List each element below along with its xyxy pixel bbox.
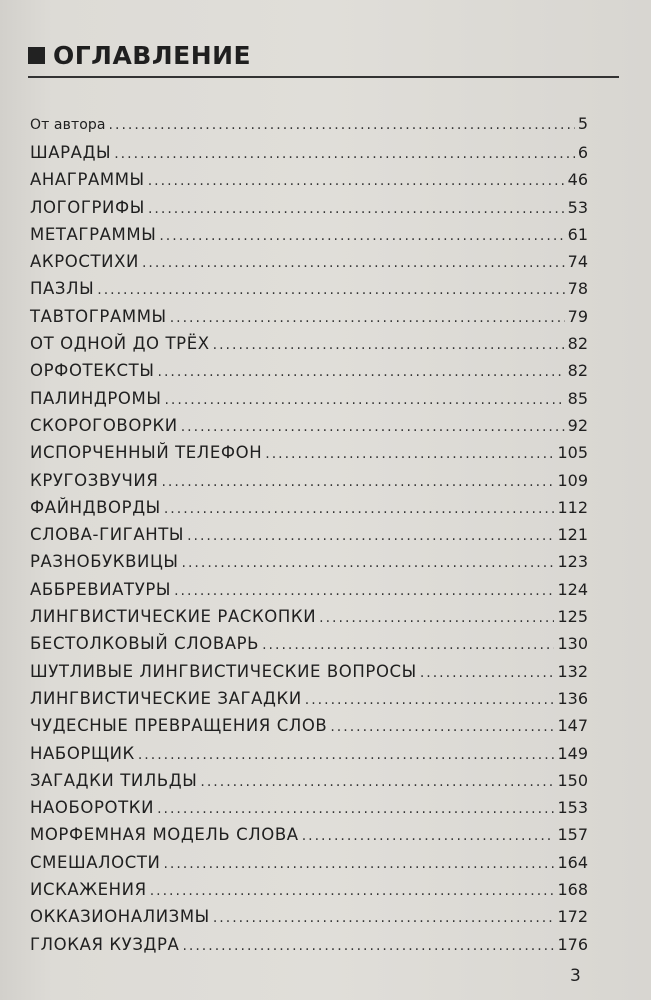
dot-leader: [148, 173, 565, 189]
toc-entry-title: ИСПОРЧЕННЫЙ ТЕЛЕФОН: [30, 443, 263, 463]
toc-entry: [30, 334, 588, 361]
toc-entry-title: ЛОГОГРИФЫ: [30, 197, 145, 217]
toc-entry: [30, 279, 588, 306]
toc-entry-page: 105: [557, 443, 588, 463]
toc-entry-page: 136: [557, 688, 588, 708]
toc-entry-page: 46: [567, 170, 588, 190]
toc-header: [28, 38, 618, 72]
toc-entry-title: АББРЕВИАТУРЫ: [30, 579, 172, 599]
toc-entry-title: ОТ ОДНОЙ ДО ТРЁХ: [30, 334, 210, 354]
dot-leader: [200, 774, 554, 790]
toc-entry-title: НАОБОРОТКИ: [30, 798, 155, 818]
toc-entry: [30, 716, 588, 743]
toc-entry: [30, 552, 588, 579]
toc-entry-title: КРУГОЗВУЧИЯ: [30, 470, 159, 490]
toc-entry-title: МЕТАГРАММЫ: [30, 224, 157, 244]
dot-leader: [157, 801, 554, 817]
toc-entry-title: ОРФОТЕКСТЫ: [30, 361, 155, 381]
toc-entry: [30, 198, 588, 225]
dot-leader: [182, 555, 555, 571]
toc-entry: [30, 170, 588, 197]
toc-entry-page: 82: [567, 334, 588, 354]
toc-entry-page: 74: [567, 252, 588, 272]
toc-entry-title: НАБОРЩИК: [30, 743, 135, 763]
toc-entry-page: 130: [557, 634, 588, 654]
dot-leader: [97, 282, 564, 298]
toc-entry-page: 5: [577, 114, 588, 133]
toc-entry-page: 82: [567, 361, 588, 381]
toc-entry-page: 61: [567, 224, 588, 244]
toc-entry-page: 121: [557, 525, 588, 545]
toc-entry-page: 6: [577, 143, 588, 162]
toc-entry-title: ИСКАЖЕНИЯ: [30, 880, 147, 900]
dot-leader: [159, 228, 564, 244]
toc-entry: [30, 634, 588, 661]
toc-entry: [30, 771, 588, 798]
dot-leader: [265, 446, 554, 462]
toc-entry: [30, 252, 588, 279]
toc-entry-title: ПАЗЛЫ: [30, 279, 95, 299]
page-title: ОГЛАВЛЕНИЕ: [53, 40, 252, 70]
dot-leader: [420, 665, 555, 681]
dot-leader: [148, 201, 565, 217]
toc-entry: [30, 907, 588, 934]
toc-entry: [30, 689, 588, 716]
header-rule: [28, 76, 619, 78]
dot-leader: [161, 474, 554, 490]
toc-entry-title: СЛОВА-ГИГАНТЫ: [30, 525, 185, 545]
toc-entry-title: ФАЙНДВОРДЫ: [30, 497, 161, 517]
dot-leader: [187, 528, 554, 544]
dot-leader: [182, 938, 554, 954]
dot-leader: [330, 719, 554, 735]
dot-leader: [138, 747, 555, 763]
toc-entry-title: АКРОСТИХИ: [30, 252, 139, 272]
toc-entry-page: 79: [567, 306, 588, 326]
toc-entry-page: 92: [567, 415, 588, 435]
dot-leader: [262, 637, 554, 653]
toc-entry-page: 150: [557, 770, 588, 790]
dot-leader: [305, 692, 555, 708]
toc-entry-title: БЕСТОЛКОВЫЙ СЛОВАРЬ: [30, 634, 260, 654]
toc-entry-title: ЛИНГВИСТИЧЕСКИЕ ЗАГАДКИ: [30, 688, 302, 708]
toc-entry-title: ЧУДЕСНЫЕ ПРЕВРАЩЕНИЯ СЛОВ: [30, 716, 328, 736]
dot-leader: [181, 419, 565, 435]
toc-entry: [30, 662, 588, 689]
toc-entry-page: 109: [557, 470, 588, 490]
toc-entry-page: 78: [567, 279, 588, 299]
toc-entry-title: СМЕШАЛОСТИ: [30, 852, 161, 872]
dot-leader: [158, 364, 565, 380]
toc-entry: [30, 935, 588, 962]
toc-entry-page: 172: [557, 907, 588, 927]
toc-entry-title: ПАЛИНДРОМЫ: [30, 388, 162, 408]
toc-entry: [30, 143, 588, 170]
toc-entry: [30, 416, 588, 443]
toc-entry: [30, 225, 588, 252]
toc-entry-title: МОРФЕМНАЯ МОДЕЛЬ СЛОВА: [30, 825, 299, 845]
toc-entry: [30, 607, 588, 634]
dot-leader: [213, 910, 555, 926]
dot-leader: [319, 610, 554, 626]
dot-leader: [163, 856, 554, 872]
toc-entry: [30, 361, 588, 388]
toc-entry-page: 123: [557, 552, 588, 572]
dot-leader: [302, 828, 555, 844]
page-number: 3: [570, 966, 581, 986]
dot-leader: [174, 583, 554, 599]
dot-leader: [114, 146, 575, 162]
table-of-contents: [30, 114, 588, 962]
toc-entry: [30, 443, 588, 470]
toc-entry-page: 153: [557, 798, 588, 818]
toc-entry: [30, 498, 588, 525]
toc-entry-title: ШАРАДЫ: [30, 143, 112, 162]
toc-entry: [30, 853, 588, 880]
toc-entry-title: ШУТЛИВЫЕ ЛИНГВИСТИЧЕСКИЕ ВОПРОСЫ: [30, 661, 417, 681]
toc-entry: [30, 744, 588, 771]
toc-entry-title: От автора: [30, 117, 106, 133]
toc-entry-page: 147: [557, 716, 588, 736]
toc-entry-page: 164: [557, 852, 588, 872]
toc-entry-page: 157: [557, 825, 588, 845]
toc-entry-page: 132: [557, 661, 588, 681]
toc-entry: [30, 471, 588, 498]
toc-entry-title: РАЗНОБУКВИЦЫ: [30, 552, 179, 572]
toc-entry: [30, 825, 588, 852]
dot-leader: [213, 337, 565, 353]
dot-leader: [109, 117, 575, 133]
dot-leader: [170, 310, 565, 326]
toc-entry-title: ОККАЗИОНАЛИЗМЫ: [30, 907, 210, 927]
dot-leader: [142, 255, 565, 271]
toc-entry-page: 168: [557, 880, 588, 900]
toc-entry-page: 149: [557, 743, 588, 763]
toc-entry-title: ТАВТОГРАММЫ: [30, 306, 167, 326]
toc-entry-page: 112: [557, 497, 588, 517]
toc-entry: [30, 307, 588, 334]
toc-entry-page: 125: [557, 607, 588, 627]
toc-entry-title: ЗАГАДКИ ТИЛЬДЫ: [30, 770, 198, 790]
toc-entry-page: 53: [567, 197, 588, 217]
toc-entry: [30, 880, 588, 907]
toc-entry-title: ЛИНГВИСТИЧЕСКИЕ РАСКОПКИ: [30, 607, 317, 627]
dot-leader: [150, 883, 555, 899]
toc-entry: [30, 798, 588, 825]
dot-leader: [164, 501, 555, 517]
toc-entry-title: АНАГРАММЫ: [30, 170, 145, 190]
toc-entry-page: 176: [557, 934, 588, 954]
toc-entry: [30, 389, 588, 416]
toc-entry-page: 85: [567, 388, 588, 408]
toc-entry-title: СКОРОГОВОРКИ: [30, 415, 178, 435]
toc-entry: [30, 525, 588, 552]
toc-entry: [30, 580, 588, 607]
toc-entry-title: ГЛОКАЯ КУЗДРА: [30, 934, 180, 954]
toc-entry-page: 124: [557, 579, 588, 599]
black-square-bullet-icon: [28, 47, 45, 64]
dot-leader: [164, 392, 564, 408]
toc-entry: [30, 114, 588, 143]
